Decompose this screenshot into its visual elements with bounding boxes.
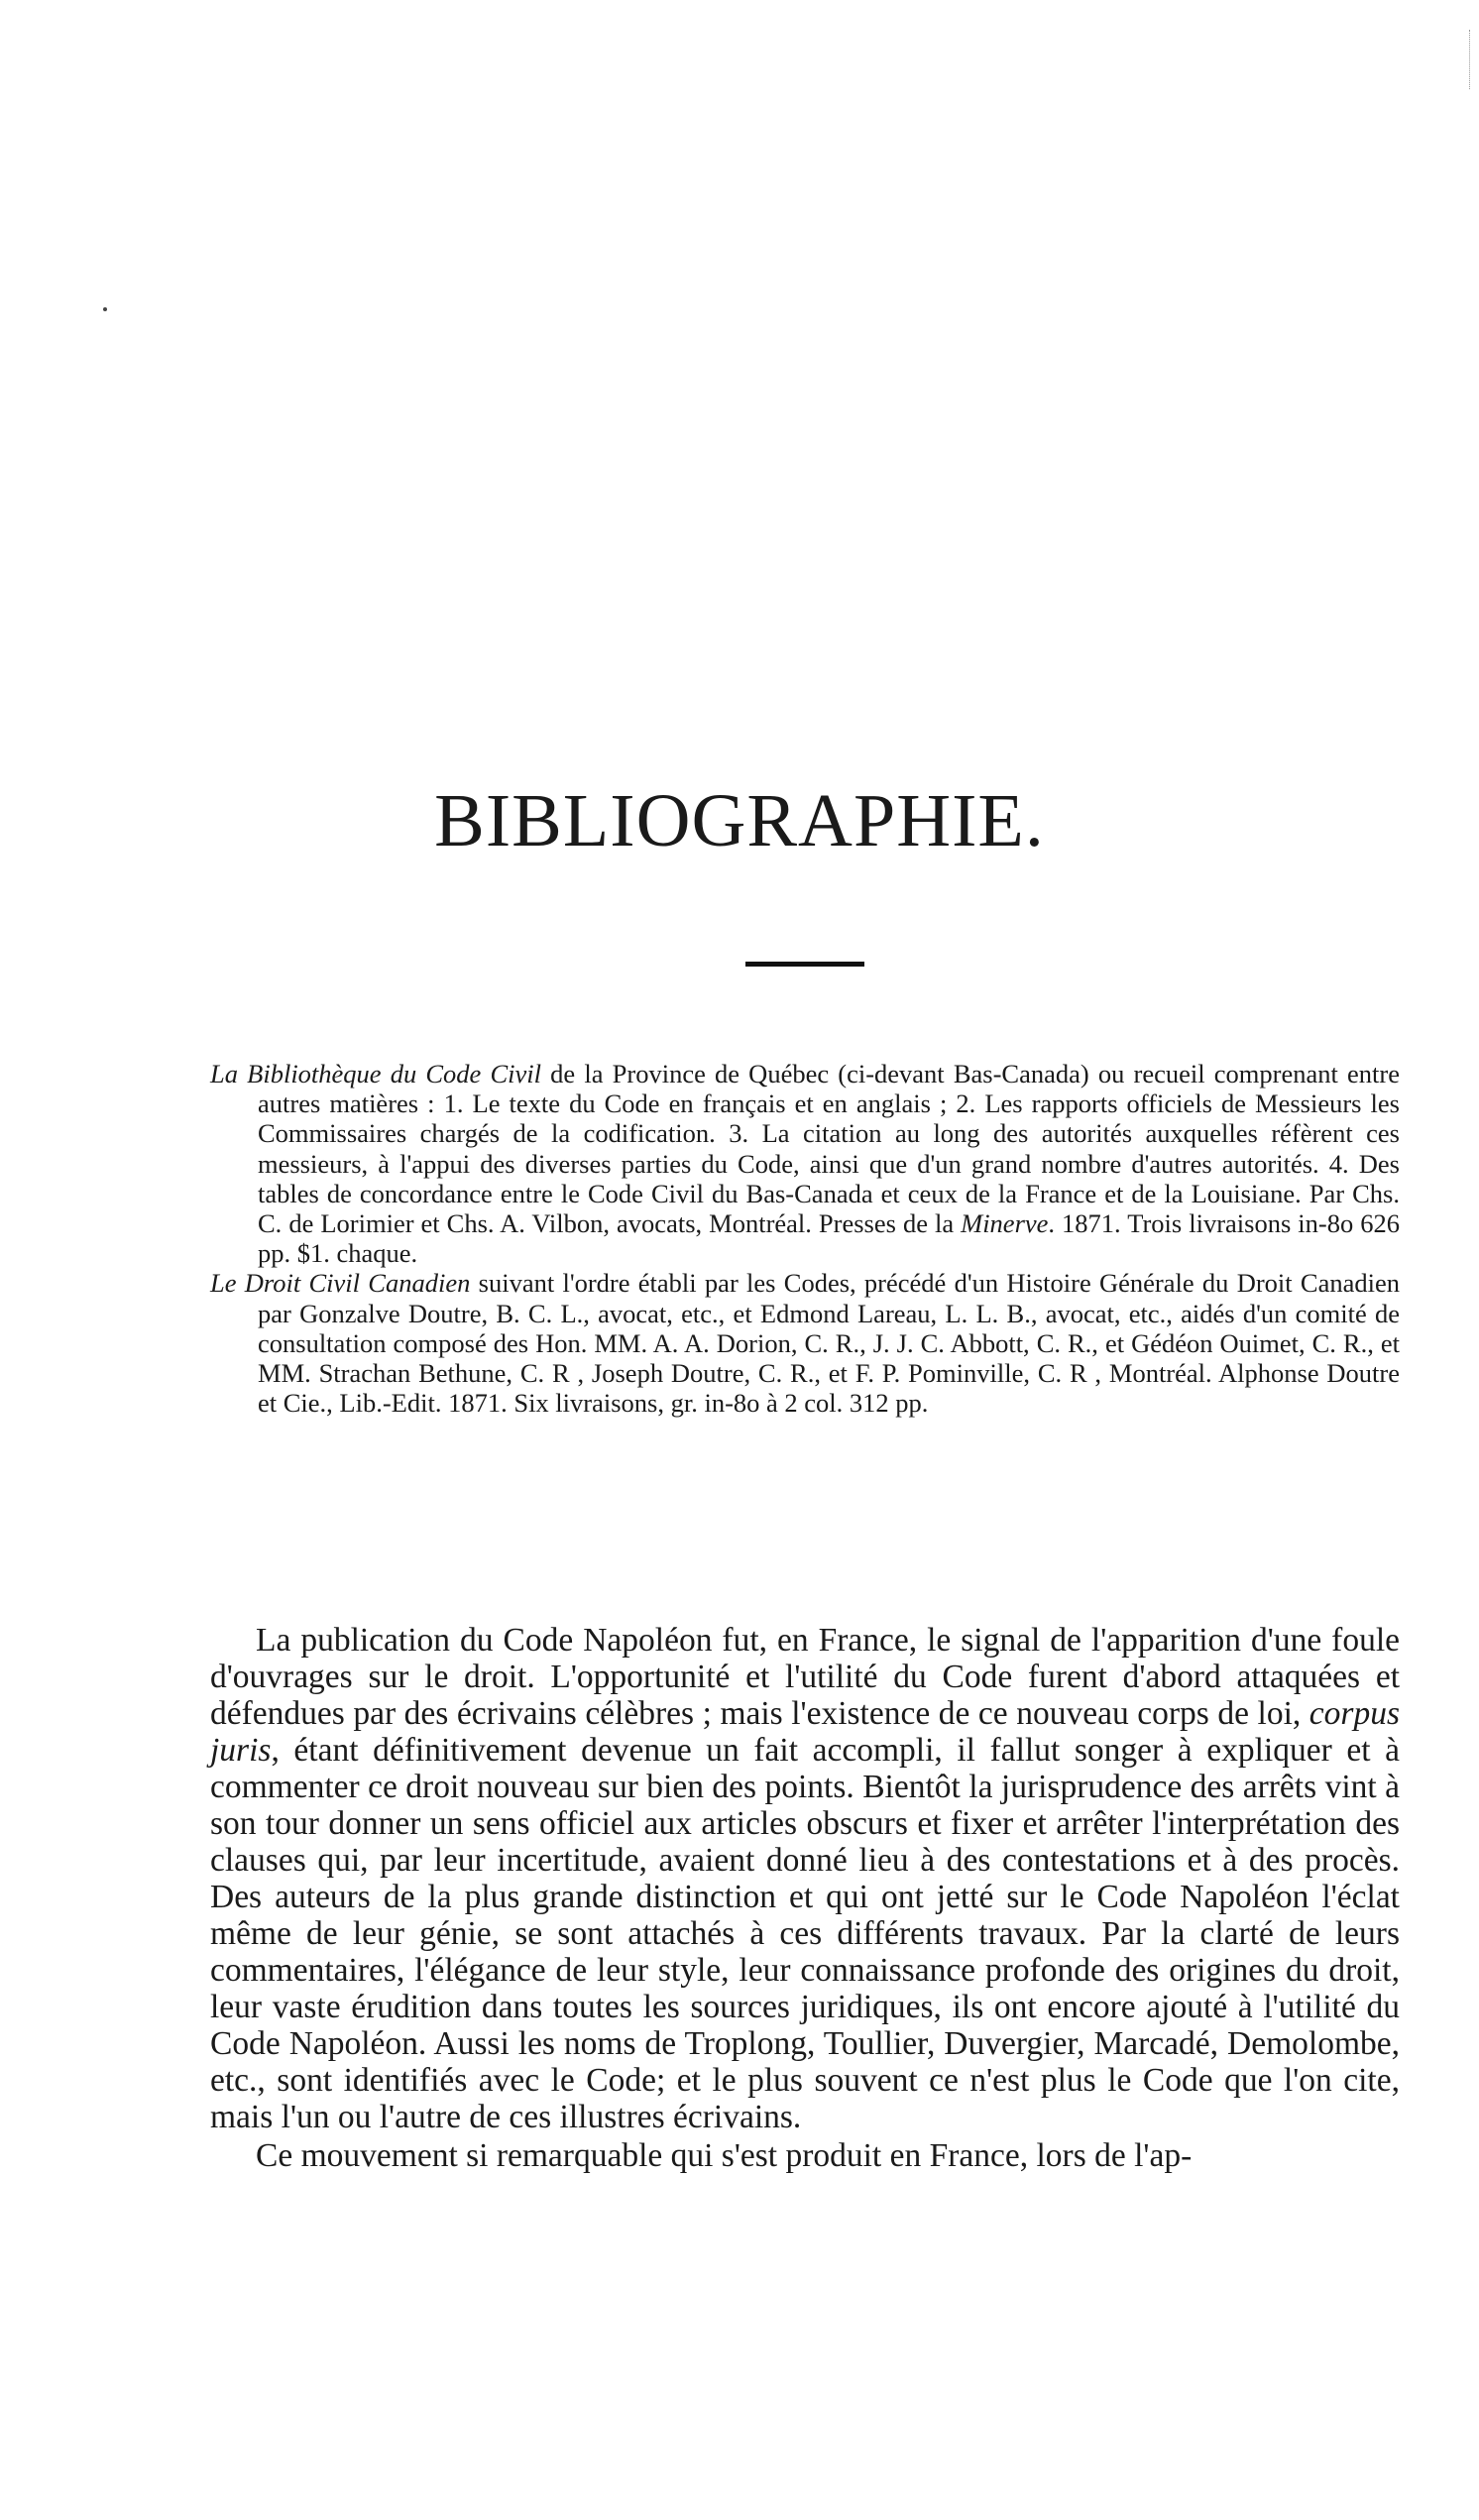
reference-text: suivant l'ordre établi par les Codes, précédé d'un Histoire Générale du Droit Canadien par Gonzalve Doutre, B. C. L., avocat, etc., et Edmond Lareau, L. L. B., avocat, etc., aidés d'un comité de consultation composé des Hon. MM. A. A. Dorion, C. R., J. J. C. Abbott, C. R., et Gédéon Ouimet, C. R., et MM. Strachan Bethune, C. R , Joseph Doutre, C. R., et F. P. Pominville, C. R , Montréal. Alphonse Doutre et Cie., Lib.-Edit. 1871. Six livraisons, gr. in-8o à 2 col. 312 pp. bbox=[258, 1268, 1400, 1419]
reference-tail: . 1871. Trois livraisons in-8o 626 pp. $1. chaque. bbox=[258, 1208, 1401, 1269]
reference-title: La Bibliothèque du Code Civil bbox=[210, 1059, 542, 1088]
reference-text: de la Province de Québec (ci-devant Bas-Canada) ou recueil comprenant entre autres matières : 1. Le texte du Code en français et en anglais ; 2. Les rapports officiels de Messieurs les Commissaires chargés de la codification. 3. La citation au long des autorités auxquelles réfèrent ces messieurs, à l'appui des diverses parties du Code, ainsi que d'un grand nombre d'autres autorités. 4. Des tables de concordance entre le Code Civil du Bas-Canada et ceux de la France et de la Louisiane. Par Chs. C. de Lorimier et Chs. A. Vilbon, avocats, Montréal. Presses de la bbox=[258, 1059, 1400, 1239]
paragraph-text: La publication du Code Napoléon fut, en France, le signal de l'apparition d'une foule d'ouvrages sur le droit. L'opportunité et l'utilité du Code furent d'abord attaquées et défendues par des écrivains célèbres ; mais l'existence de ce nouveau corps de loi, bbox=[210, 1622, 1400, 1732]
reference-publisher: Minerve bbox=[961, 1208, 1049, 1239]
page-edge-mark bbox=[1469, 30, 1473, 89]
body-text bbox=[210, 1622, 1400, 2174]
paragraph bbox=[210, 1622, 1400, 2135]
reference-entry bbox=[210, 1059, 1400, 1268]
reference-title: Le Droit Civil Canadien bbox=[210, 1268, 471, 1299]
title-rule bbox=[745, 962, 864, 967]
paragraph-text: , étant définitivement devenue un fait accompli, il fallut songer à expliquer et à commenter ce droit nouveau sur bien des points. Bientôt la jurisprudence des arrêts vint à son tour donner un sens officiel aux articles obscurs et fixer et arrêter l'interprétation des clauses qui, par leur incertitude, avaient donné lieu à des contestations et à des procès. Des auteurs de la plus grande distinction et qui ont jetté sur le Code Napoléon l'éclat même de leur génie, se sont attachés à ces différents travaux. Par la clarté de leurs commentaires, l'élégance de leur style, leur connaissance profonde des origines du droit, leur vaste érudition dans toutes les sources juridiques, ils ont encore ajouté à l'utilité du Code Napoléon. Aussi les noms de Troplong, Toullier, Duvergier, Marcadé, Demolombe, etc., sont identifiés avec le Code; et le plus souvent ce n'est plus le Code que l'on cite, mais l'un ou l'autre de ces illustres écrivains. bbox=[210, 1732, 1400, 2135]
paragraph-italic: corpus juris bbox=[210, 1695, 1400, 1769]
page-title: BIBLIOGRAPHIE. bbox=[434, 779, 1045, 862]
paragraph: Ce mouvement si remarquable qui s'est produit en France, lors de l'ap- bbox=[256, 2137, 1193, 2174]
reference-entry bbox=[210, 1268, 1400, 1418]
bibliography-references bbox=[210, 1059, 1400, 1418]
page-speck bbox=[103, 307, 107, 311]
